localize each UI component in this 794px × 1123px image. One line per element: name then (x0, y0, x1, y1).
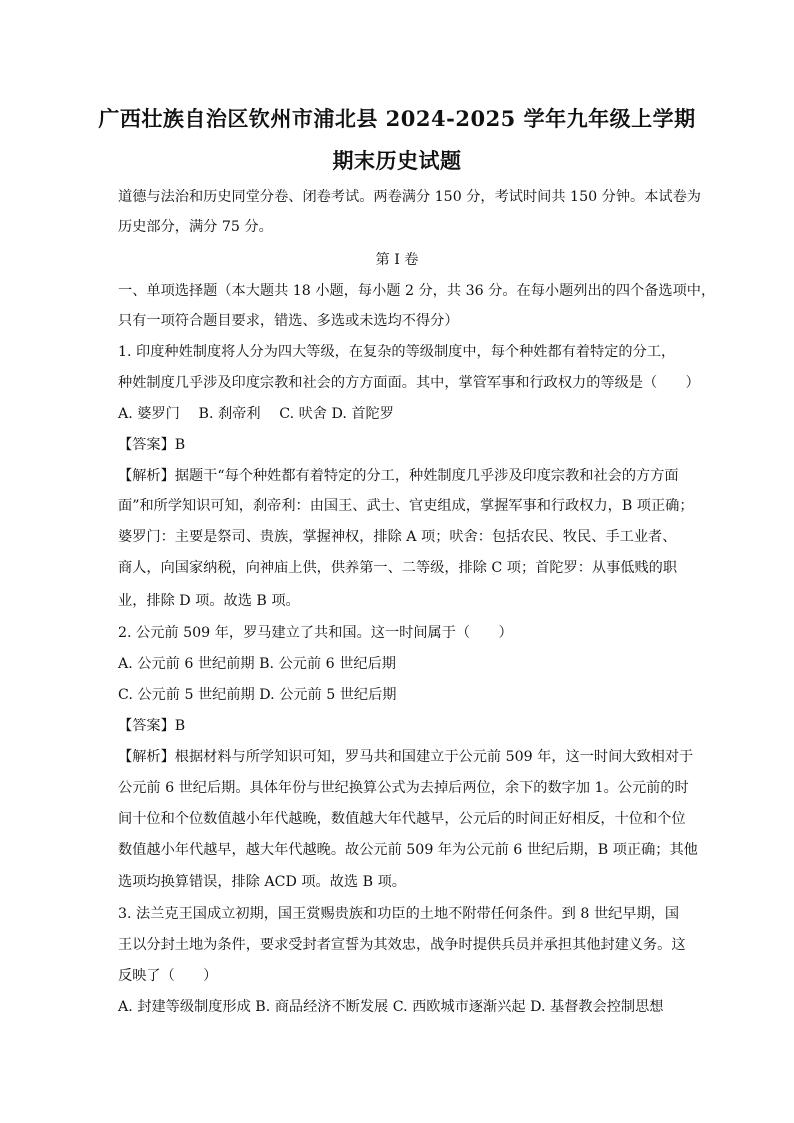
intro-line: 历史部分，满分 75 分。 (118, 219, 273, 235)
analysis-line: 业，排除 D 项。故选 B 项。 (118, 593, 300, 609)
question-stem: 王以分封土地为条件，要求受封者宣誓为其效忠，战争时提供兵员并承担其他封建义务。这 (118, 937, 686, 953)
analysis-line: 商人，向国家纳税，向神庙上供，供养第一、二等级，排除 C 项；首陀罗：从事低贱的职 (118, 560, 678, 576)
volume-label: 第 I 卷 (375, 252, 419, 268)
question-stem: 2. 公元前 509 年，罗马建立了共和国。这一时间属于（ ） (118, 625, 513, 641)
answer-line: 【答案】B (118, 718, 186, 734)
question-options: A. 公元前 6 世纪前期 B. 公元前 6 世纪后期 (118, 656, 396, 672)
question-stem: 种姓制度几乎涉及印度宗教和社会的方方面面。其中，掌管军事和行政权力的等级是（ ） (118, 375, 700, 391)
question-options: A. 婆罗门 B. 刹帝利 C. 吠舍 D. 首陀罗 (118, 406, 394, 422)
question-stem: 反映了（ ） (118, 968, 218, 984)
analysis-line: 婆罗门：主要是祭司、贵族，掌握神权，排除 A 项；吠舍：包括农民、牧民、手工业者、 (118, 529, 677, 545)
question-stem: 1. 印度种姓制度将人分为四大等级，在复杂的等级制度中，每个种姓都有着特定的分工， (118, 344, 676, 360)
question-options: C. 公元前 5 世纪前期 D. 公元前 5 世纪后期 (118, 687, 397, 703)
section-heading: 一、单项选择题（本大题共 18 小题，每小题 2 分，共 36 分。在每小题列出的四个备选项中， (118, 283, 716, 299)
question-options: A. 封建等级制度形成 B. 商品经济不断发展 C. 西欧城市逐渐兴起 D. 基督教会控制思想 (118, 999, 664, 1015)
question-stem: 3. 法兰克王国成立初期，国王赏赐贵族和功臣的土地不附带任何条件。到 8 世纪早期，国 (118, 906, 680, 922)
analysis-line: 【解析】根据材料与所学知识可知，罗马共和国建立于公元前 509 年，这一时间大致相对于 (118, 749, 694, 765)
section-heading: 只有一项符合题目要求，错选、多选或未选均不得分） (118, 313, 459, 329)
intro-line: 道德与法治和历史同堂分卷、闭卷考试。两卷满分 150 分，考试时间共 150 分钟。本试卷为 (118, 189, 701, 205)
analysis-line: 间十位和个位数值越小年代越晚，数值越大年代越早，公元后的时间正好相反，十位和个位 (118, 811, 686, 827)
page-title: 广西壮族自治区钦州市浦北县 2024-2025 学年九年级上学期 (98, 106, 696, 131)
analysis-line: 面”和所学知识可知，刹帝利：由国王、武士、官吏组成，掌握军事和行政权力，B 项正确； (118, 498, 694, 514)
analysis-line: 【解析】据题干“每个种姓都有着特定的分工，种姓制度几乎涉及印度宗教和社会的方方面 (118, 468, 679, 484)
analysis-line: 数值越小年代越早，越大年代越晚。故公元前 509 年为公元前 6 世纪后期，B 项正确；其他 (118, 842, 698, 858)
page-subtitle: 期末历史试题 (332, 148, 462, 173)
analysis-line: 选项均换算错误，排除 ACD 项。故选 B 项。 (118, 874, 406, 890)
analysis-line: 公元前 6 世纪后期。具体年份与世纪换算公式为去掉后两位，余下的数字加 1。公元前的时 (118, 780, 689, 796)
answer-line: 【答案】B (118, 437, 186, 453)
